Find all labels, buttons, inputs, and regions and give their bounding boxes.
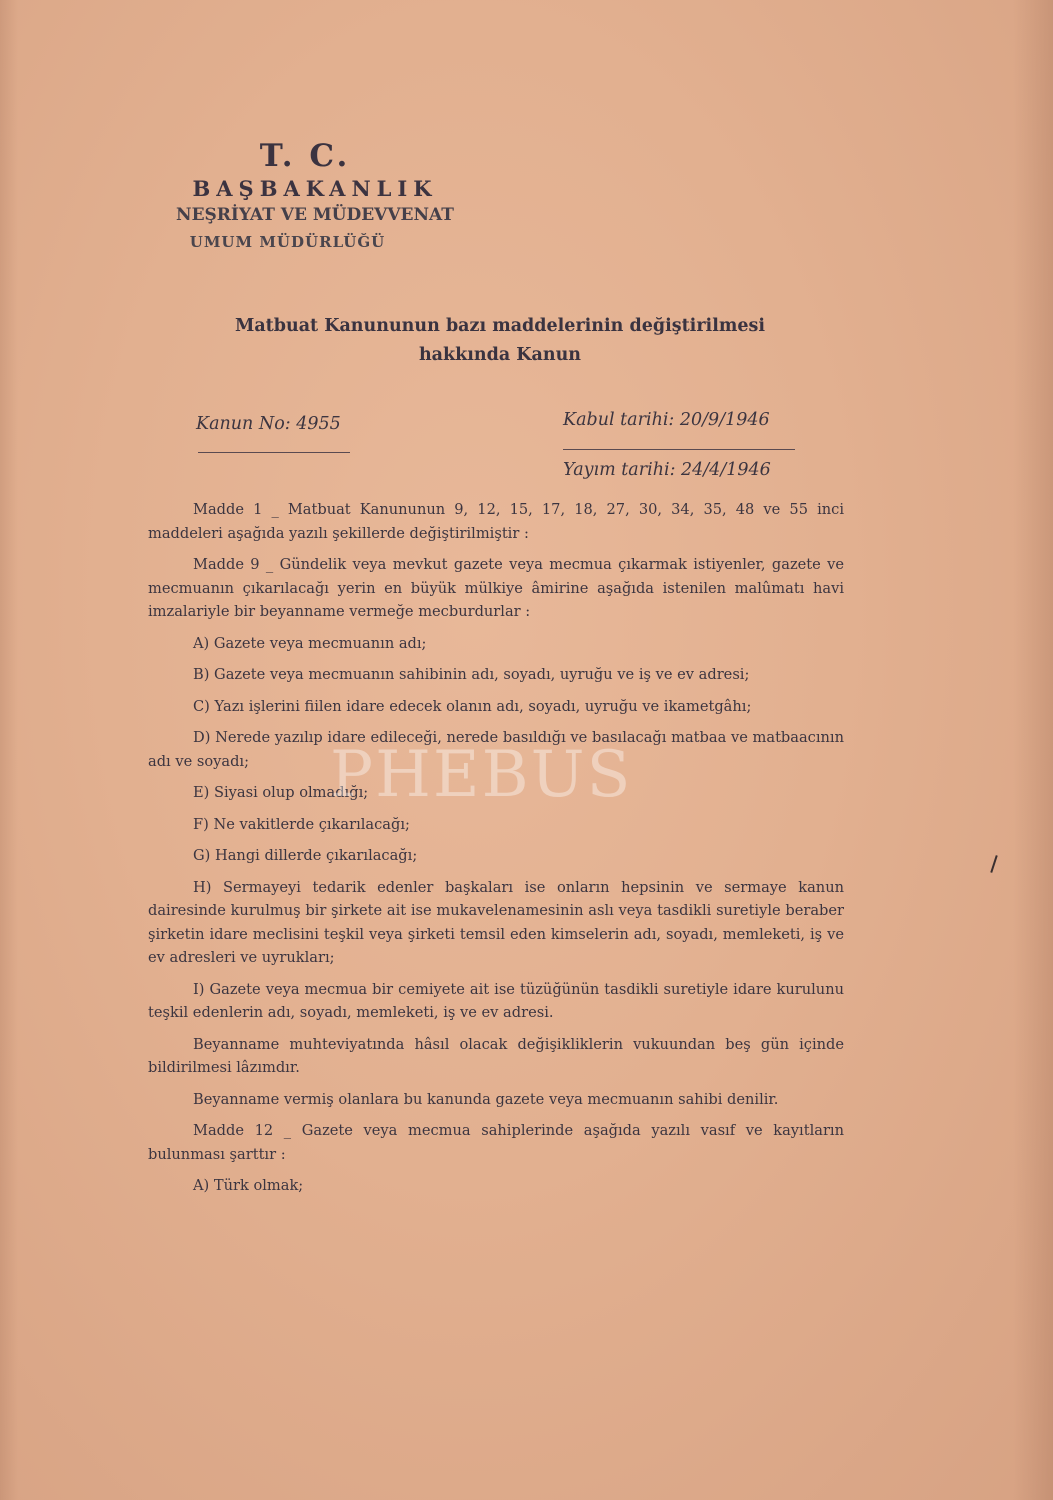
paragraph-beyanname-change: Beyanname muhteviyatında hâsıl olacak değişikliklerin vukuundan beş gün içinde bildirilmesi lâzımdır. xyxy=(148,1035,844,1076)
paragraph-madde-12: Madde 12 _ Gazete veya mecmua sahiplerinde aşağıda yazılı vasıf ve kayıtların bulunması şarttır : xyxy=(148,1122,844,1163)
letterhead-directorate: UMUM MÜDÜRLÜĞÜ xyxy=(189,233,386,251)
paragraph-item-f: F) Ne vakitlerde çıkarılacağı; xyxy=(193,815,410,833)
watermark: PHEBUS xyxy=(330,738,633,812)
law-title xyxy=(180,312,820,370)
ink-mark xyxy=(990,855,997,873)
paragraph-madde-9: Madde 9 _ Gündelik veya mevkut gazete veya mecmua çıkarmak istiyenler, gazete ve mecmuanın çıkarılacağı yerin en büyük mülkiye âmirine aşağıda istenilen malûmatı havi imzalariyle bir beyanname vermeğe mecburdurlar : xyxy=(148,556,844,620)
paragraph-beyanname-owner: Beyanname vermiş olanlara bu kanunda gazete veya mecmuanın sahibi denilir. xyxy=(193,1090,779,1108)
law-number-rule xyxy=(198,452,350,453)
paragraph-item-d: D) Nerede yazılıp idare edileceği, nerede basıldığı ve basılacağı matbaa ve matbaacının adı ve soyadı; xyxy=(148,729,844,770)
paragraph-item-c: C) Yazı işlerini fiilen idare edecek olanın adı, soyadı, uyruğu ve ikametgâhı; xyxy=(193,697,752,715)
law-title-line-1: Matbuat Kanununun bazı maddelerinin değiştirilmesi xyxy=(234,316,766,336)
paragraph-item-i: I) Gazete veya mecmua bir cemiyete ait ise tüzüğünün tasdikli suretiyle idare kurulunu teşkil edenlerin adı, soyadı, memleketi, iş ve ev adresi. xyxy=(148,980,844,1021)
letterhead-tc: T. C. xyxy=(259,138,351,174)
acceptance-date: Kabul tarihi: 20/9/1946 xyxy=(563,410,770,430)
law-title-line-2: hakkında Kanun xyxy=(418,345,582,365)
paragraph-item-e: E) Siyasi olup olmadığı; xyxy=(193,784,369,801)
paragraph-madde-1: Madde 1 _ Matbuat Kanununun 9, 12, 15, 17, 18, 27, 30, 34, 35, 48 ve 55 inci maddeleri aşağıda yazılı şekillerde değiştirilmiştir : xyxy=(148,501,844,542)
law-body xyxy=(148,498,844,1206)
paragraph-madde-12-item-a: A) Türk olmak; xyxy=(193,1177,304,1194)
acceptance-date-rule xyxy=(563,449,795,450)
publication-date: Yayım tarihi: 24/4/1946 xyxy=(563,460,771,480)
letterhead xyxy=(150,138,480,251)
paragraph-item-g: G) Hangi dillerde çıkarılacağı; xyxy=(193,847,418,864)
law-number: Kanun No: 4955 xyxy=(196,414,341,434)
page-edge-shadow-left xyxy=(0,0,18,1500)
letterhead-ministry: BAŞBAKANLIK xyxy=(192,176,438,201)
letterhead-department: NEŞRİYAT VE MÜDEVVENAT xyxy=(176,205,454,225)
paragraph-item-h: H) Sermayeyi tedarik edenler başkaları ise onların hepsinin ve sermaye kanun dairesinde kurulmuş bir şirkete ait ise mukavelenamesinin aslı veya tasdikli suretiyle beraber şirketin idare meclisini teşkil veya şirketi temsil eden kimselerin adı, soyadı, memleketi, iş ve ev adresleri ve uyrukları; xyxy=(148,878,844,966)
paragraph-item-b: B) Gazete veya mecmuanın sahibinin adı, soyadı, uyruğu ve iş ve ev adresi; xyxy=(193,666,750,683)
page-edge-shadow-right xyxy=(1013,0,1053,1500)
paragraph-item-a: A) Gazete veya mecmuanın adı; xyxy=(193,634,427,652)
